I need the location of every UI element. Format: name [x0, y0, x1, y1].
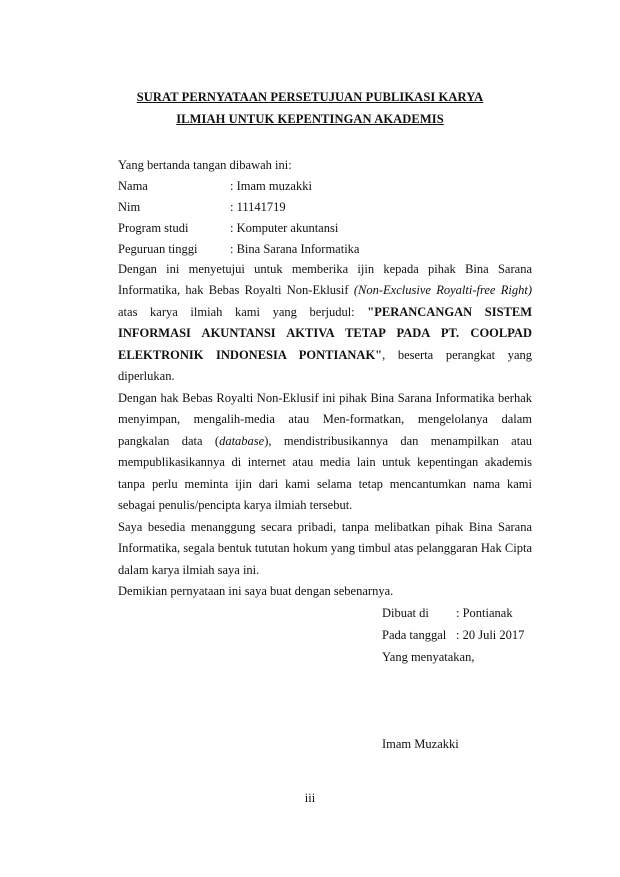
signature-closing: Yang menyatakan,	[382, 650, 475, 664]
field-label: Nama	[118, 179, 148, 193]
liability-paragraph: Saya besedia menanggung secara pribadi, tanpa melibatkan pihak Bina Sarana Informatika, segala bentuk tututan hokum yang timbul atas pelanggaran Hak Cipta dalam karya ilmiah saya ini.	[118, 520, 532, 577]
field-label: Program studi	[118, 221, 189, 235]
field-label: Peguruan tinggi	[118, 242, 198, 256]
field-row-nama	[118, 177, 312, 195]
document-title-line2: ILMIAH UNTUK KEPENTINGAN AKADEMIS	[176, 112, 444, 126]
page-number: iii	[304, 791, 316, 805]
field-row-perguruan-tinggi	[118, 240, 359, 258]
signature-date-value: : 20 Juli 2017	[456, 628, 525, 642]
signature-place-row	[382, 604, 513, 622]
signature-place-value: : Pontianak	[456, 606, 513, 620]
consent-text-2: atas karya ilmiah kami yang berjudul:	[118, 304, 368, 319]
rights-text-1: Dengan hak Bebas Royalti Non-Eklusif ini pihak Bina Sarana Informatika berhak menyimpan, mengalih-media atau Men-formatkan, mengelolanya dalam pangkalan data (	[118, 391, 532, 448]
rights-text-2: ), mendistribusikannya dan menampilkan atau mempublikasikannya di internet atau media lain untuk kepentingan akademis tanpa perlu meminta ijin dari kami selama tetap mencantumkan nama kami sebagai penulis/pencipta karya ilmiah tersebut.	[118, 433, 532, 513]
consent-text-3: , beserta perangkat yang diperlukan.	[118, 347, 532, 384]
consent-paragraph	[118, 259, 532, 387]
field-row-program-studi	[118, 219, 338, 237]
document-title-line1: SURAT PERNYATAAN PERSETUJUAN PUBLIKASI KARYA	[136, 90, 484, 104]
consent-text-license: (Non-Exclusive Royalti-free Right)	[353, 283, 533, 298]
consent-text-1: Dengan ini menyetujui untuk memberika ijin kepada pihak Bina Sarana Informatika, hak Bebas Royalti Non-Eklusif	[118, 262, 532, 298]
intro-text: Yang bertanda tangan dibawah ini:	[118, 158, 292, 172]
field-label: Nim	[118, 200, 141, 214]
signature-date-row	[382, 626, 524, 644]
rights-text-database: database	[219, 433, 265, 448]
field-row-nim	[118, 198, 286, 216]
thesis-title: "PERANCANGAN SISTEM INFORMASI AKUNTANSI AKTIVA TETAP PADA PT. COOLPAD ELEKTRONIK INDONESIA PONTIANAK"	[118, 304, 532, 362]
field-value: : Imam muzakki	[230, 179, 312, 193]
signature-place-label: Dibuat di	[382, 606, 429, 620]
field-value: : Komputer akuntansi	[230, 221, 339, 235]
signature-date-label: Pada tanggal	[382, 628, 447, 642]
field-value: : 11141719	[230, 200, 286, 214]
rights-paragraph	[118, 388, 532, 516]
field-value: : Bina Sarana Informatika	[230, 242, 360, 256]
signatory-name: Imam Muzakki	[382, 737, 459, 751]
closing-paragraph: Demikian pernyataan ini saya buat dengan sebenarnya.	[118, 584, 394, 598]
